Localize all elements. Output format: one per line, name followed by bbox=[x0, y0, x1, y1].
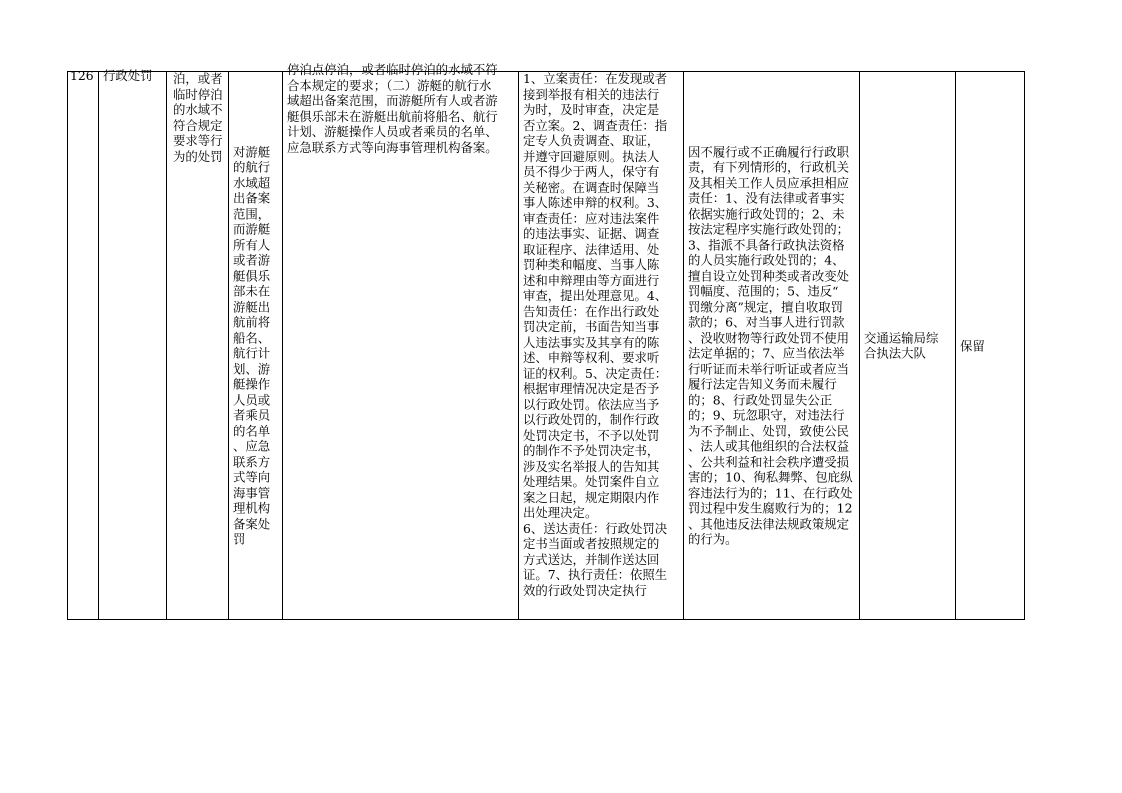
sub-item-text: 对游艇 的航行 水域超 出备案 范围， 而游艇 所有人 或者游 艇俱乐 部未在 游艇出 航前将 船名、 航行计 划、游 艇操作 人员或 者乘员 的名单 、应急 联系方 式等向 海事管 理机构 备案处 罚 bbox=[233, 144, 271, 547]
cell-item-name bbox=[167, 72, 229, 619]
accountability-text: 因不履行或不正确履行行政职 责，有下列情形的，行政机关 及其相关工作人员应承担相应 责任：1、没有法律或者事实 依据实施行政处罚的；2、未 按法定程序实施行政处罚的； 3、指派不具备行政执法资格 的人员实施行政处罚的；4、 擅自设立处罚种类或者改变处 罚幅度、范围的；5、违反“ 罚缴分离”规定，擅自收取罚 款的；6、对当事人进行罚款 、没收财物等行政处罚不使用 法定单据的；7、应当依法举 行听证而未举行听证或者应当 履行法定告知义务而未履行 的；8、行政处罚显失公正 的；9、玩忽职守，对违法行 为不予制止、处罚，致使公民 、法人或其他组织的合法权益 、公共利益和社会秩序遭受损 害的；10、徇私舞弊、包庇纵 容违法行为的；11、在行政处 罚过程中发生腐败行为的；12 、其他违反法律法规政策规定 的行为。 bbox=[688, 144, 853, 547]
cell-basis bbox=[283, 62, 519, 619]
cell-status bbox=[956, 72, 1026, 619]
cell-number bbox=[68, 68, 99, 619]
cell-responsibility bbox=[519, 72, 684, 619]
cell-accountability bbox=[684, 72, 860, 619]
cell-category bbox=[99, 68, 167, 619]
permission-table bbox=[67, 62, 1025, 620]
row-number: 126 bbox=[70, 68, 94, 83]
category-text: 行政处罚 bbox=[103, 68, 153, 83]
item-name-text: 泊，或者 临时停泊 的水域不 符合规定 要求等行 为的处罚 bbox=[173, 71, 223, 164]
cell-sub-item bbox=[229, 72, 283, 619]
basis-text: 停泊点停泊，或者临时停泊的水域不符 合本规定的要求；（二）游艇的航行水 域超出备案范围，而游艇所有人或者游 艇俱乐部未在游艇出航前将船名、航行 计划、游艇操作人员或者乘员的名单、 应急联系方式等向海事管理机构备案。 bbox=[287, 62, 498, 155]
department-text: 交通运输局综 合执法大队 bbox=[864, 330, 939, 361]
cell-department bbox=[860, 72, 956, 619]
responsibility-text: 1、立案责任：在发现或者 接到举报有相关的违法行 为时，及时审查，决定是 否立案。2、调查责任：指 定专人负责调查、取证， 并遵守回避原则。执法人 员不得少于两人，保守有 关秘密。在调查时保障当 事人陈述申辩的权利。3、 审查责任：应对违法案件 的违法事实、证据、调查 取证程序、法律适用、处 罚种类和幅度、当事人陈 述和申辩理由等方面进行 审查，提出处理意见。4、 告知责任：在作出行政处 罚决定前，书面告知当事 人违法事实及其享有的陈 述、申辩等权利、要求听 证的权利。5、决定责任： 根据审理情况决定是否予 以行政处罚。依法应当予 以行政处罚的，制作行政 处罚决定书，不予以处罚 的制作不予处罚决定书， 涉及实名举报人的告知其 处理结果。处罚案件自立 案之日起，规定期限内作 出处理决定。 6、送达责任：行政处罚决 定书当面或者按照规定的 方式送达，并制作送达回 证。7、执行责任：依照生 效的行政处罚决定执行 bbox=[523, 71, 668, 598]
status-text: 保留 bbox=[960, 337, 985, 353]
